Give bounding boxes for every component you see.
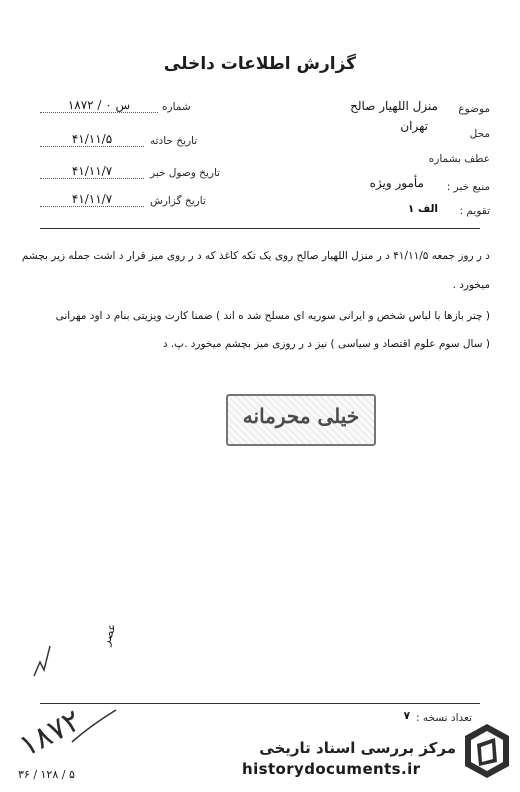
grade-value: الف ۱ <box>407 203 438 215</box>
stamp-text: خیلی محرمانه <box>242 404 360 428</box>
classification-stamp <box>226 394 376 446</box>
archive-code: ۳۶ / ۱۲۸ / ۵ <box>18 768 75 781</box>
handwritten-flourish <box>70 706 120 746</box>
event-date-label: تاریخ حادثه <box>150 135 198 147</box>
margin-note: عصر <box>99 621 119 648</box>
event-date-value: ۴۱/۱۱/۵ <box>40 132 144 147</box>
subject-value: منزل اللهیار صالح <box>350 99 438 113</box>
handwritten-number: ۱۸۷۲ <box>13 702 87 765</box>
news-source-value: مأمور ویژه <box>369 176 424 190</box>
number-label: شماره <box>162 101 191 113</box>
watermark-url: historydocuments.ir <box>242 760 421 778</box>
body-line-3: ( چتر بازها با لباس شخص و ایرانی سوریه ای مسلح شد ه اند ) ضمنا کارت ویزیتی بنام د اود مهرانی <box>55 310 490 322</box>
received-date-value: ۴۱/۱۱/۷ <box>40 164 144 179</box>
archive-logo-icon <box>462 722 512 780</box>
grade-label: تقویم : <box>459 205 490 217</box>
header-divider <box>40 228 480 229</box>
footer-divider <box>40 703 480 704</box>
watermark-org: مرکز بررسی اسناد تاریخی <box>259 739 456 757</box>
copies-label: تعداد نسخه : <box>415 712 472 724</box>
body-line-4: ( سال سوم علوم اقتصاد و سیاسی ) نیز د ر روزی میز بچشم میخورد .پ. د <box>162 338 490 350</box>
body-line-1: د ر روز جمعه ۴۱/۱۱/۵ د ر منزل اللهیار صالح روی یک تکه کاغذ که د ر روی میز قرار د اشت جمله زیر بچشم <box>21 250 490 262</box>
news-source-label: منبع خبر : <box>446 181 490 193</box>
document-title: گزارش اطلاعات داخلی <box>163 54 357 74</box>
received-date-label: تاریخ وصول خبر <box>150 167 221 179</box>
report-date-label: تاریخ گزارش <box>150 195 206 207</box>
place-value: تهران <box>400 119 428 133</box>
copies-value: ۷ <box>403 710 410 722</box>
body-line-2: میخورد . <box>452 279 490 291</box>
margin-scribble <box>30 640 56 680</box>
place-label: محل <box>469 128 490 140</box>
reference-label: عطف بشماره <box>428 153 490 165</box>
number-value: ۱۸۷۲ / س ۰ <box>40 98 158 113</box>
report-date-value: ۴۱/۱۱/۷ <box>40 192 144 207</box>
subject-label: موضوع <box>458 103 490 115</box>
